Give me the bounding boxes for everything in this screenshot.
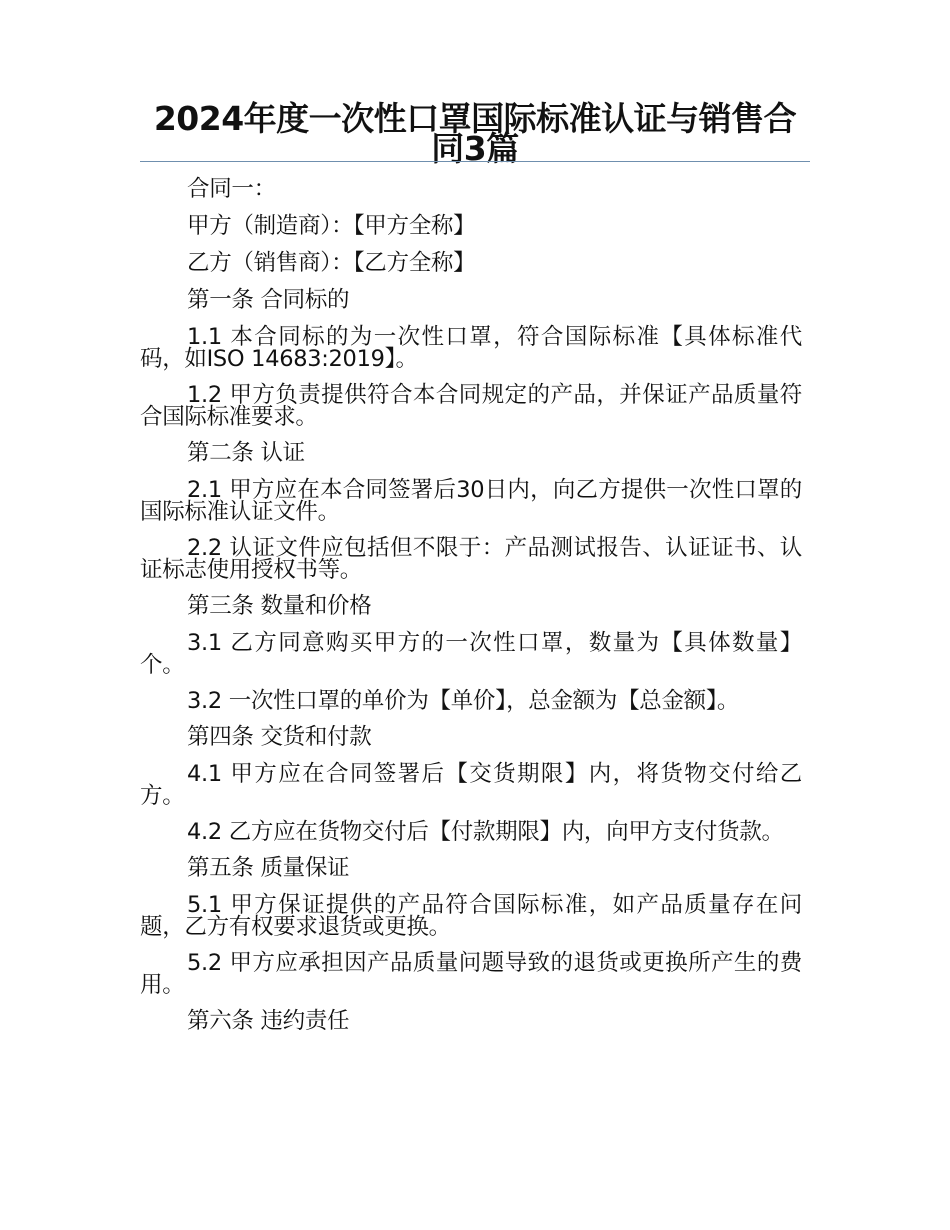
clause-paragraph: 4.2 乙方应在货物交付后【付款期限】内，向甲方支付货款。 [187, 819, 784, 845]
clause-paragraph: 2.1 甲方应在本合同签署后30日内，向乙方提供一次性口罩的国际标准认证文件。 [140, 477, 802, 525]
contract-heading: 合同一： [187, 176, 276, 202]
party-b-line: 乙方（销售商）：【乙方全称】 [187, 250, 476, 276]
document-title: 2024年度一次性口罩国际标准认证与销售合同3篇 [153, 99, 797, 168]
party-a-line: 甲方（制造商）：【甲方全称】 [187, 213, 476, 239]
title-underline [140, 161, 810, 162]
clause-paragraph: 1.2 甲方负责提供符合本合同规定的产品，并保证产品质量符合国际标准要求。 [140, 382, 802, 430]
article-heading: 第五条 质量保证 [187, 855, 350, 881]
clause-paragraph: 5.1 甲方保证提供的产品符合国际标准，如产品质量存在问题，乙方有权要求退货或更换。 [140, 892, 802, 940]
clause-paragraph: 3.1 乙方同意购买甲方的一次性口罩，数量为【具体数量】个。 [140, 630, 802, 678]
document-body [140, 178, 802, 1047]
article-heading: 第六条 违约责任 [187, 1008, 350, 1034]
article-heading: 第三条 数量和价格 [187, 593, 372, 619]
clause-paragraph: 1.1 本合同标的为一次性口罩，符合国际标准【具体标准代码，如ISO 14683:2019】。 [140, 324, 802, 372]
article-heading: 第二条 认证 [187, 440, 305, 466]
clause-paragraph: 4.1 甲方应在合同签署后【交货期限】内，将货物交付给乙方。 [140, 761, 802, 809]
article-heading: 第一条 合同标的 [187, 287, 350, 313]
clause-paragraph: 5.2 甲方应承担因产品质量问题导致的退货或更换所产生的费用。 [140, 950, 802, 998]
clause-paragraph: 3.2 一次性口罩的单价为【单价】，总金额为【总金额】。 [187, 688, 740, 714]
clause-paragraph: 2.2 认证文件应包括但不限于：产品测试报告、认证证书、认证标志使用授权书等。 [140, 535, 802, 583]
article-heading: 第四条 交货和付款 [187, 724, 372, 750]
